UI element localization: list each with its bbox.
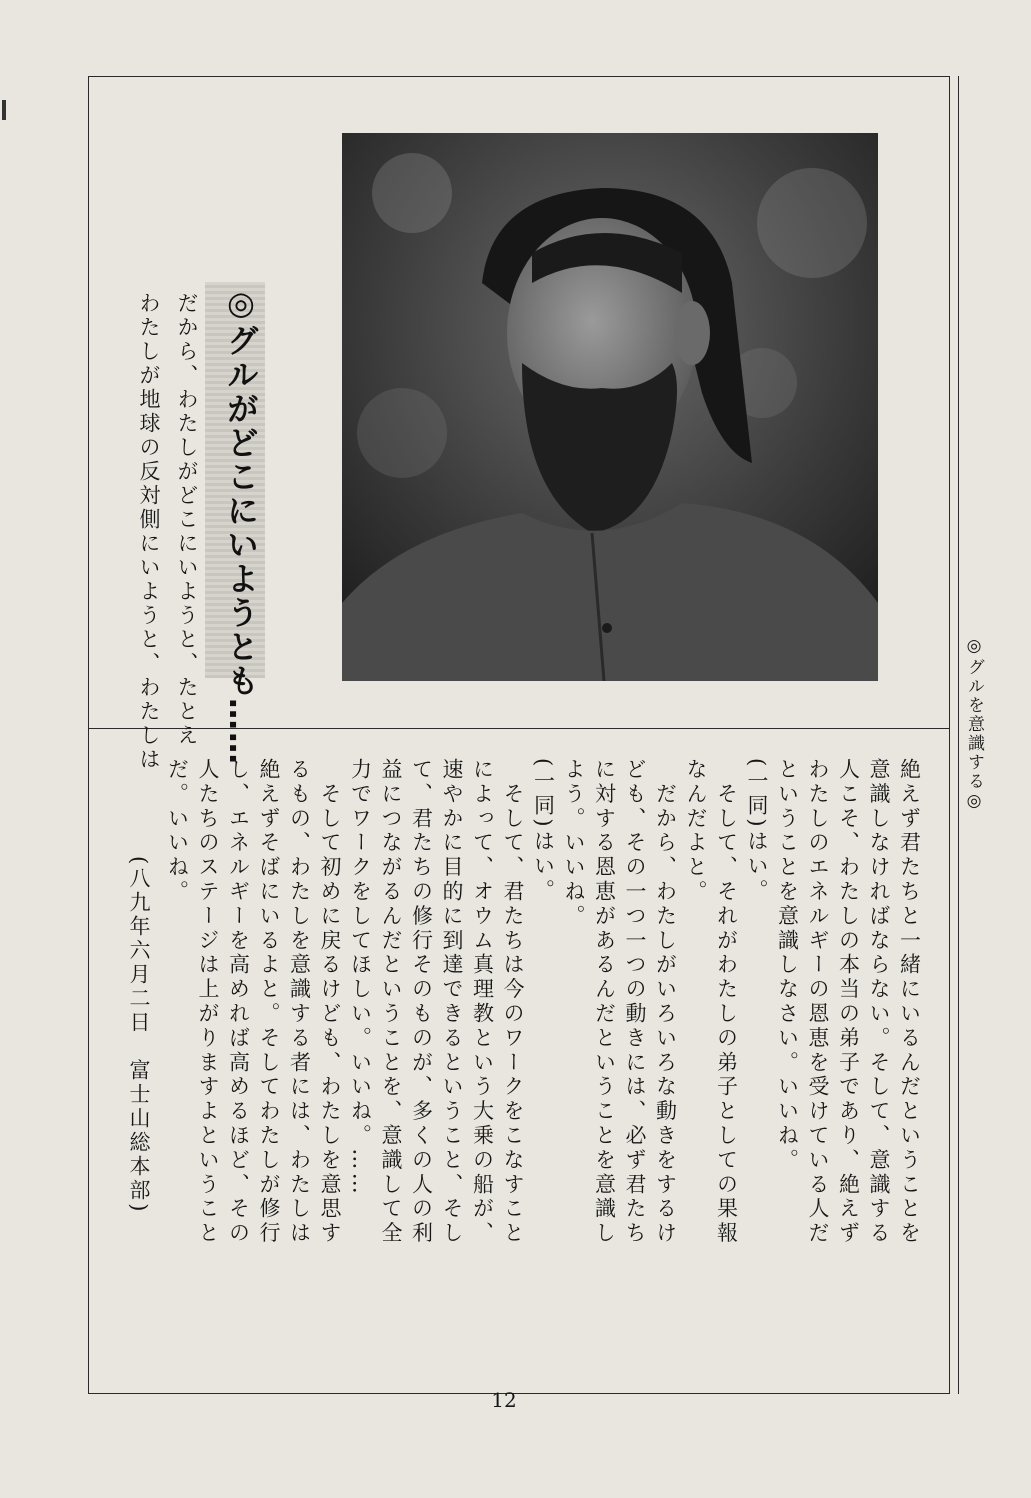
body-line: なんだよと。 [684,758,708,905]
body-line: そして初めに戻るけども、わたしを意思す [318,758,342,1246]
body-line: 人たちのステージは上がりますよということ [196,758,220,1246]
body-line: ども、その一つ一つの動きには、必ず君たち [623,758,647,1246]
body-line: し、エネルギーを高めれば高めるほど、その [226,758,251,1246]
date-location-line: (八九年六月二日 富士山総本部) [127,856,151,1215]
body-line: に対する恩恵があるんだということを意識し [592,758,617,1246]
body-text [162,758,925,1246]
body-line: だから、わたしがいろいろな動きをするけ [653,758,678,1246]
body-line: (一同)はい。 [531,758,556,904]
section-heading: ◎グルがどこにいようとも…… [222,284,260,766]
intro-line: だから、わたしがどこにいようと、たとえ [175,292,199,748]
scan-mark [2,100,6,120]
body-line: 力でワークをしてほしい。いいね。…… [348,758,373,1198]
body-line: 意識しなければならない。そして、意識する [867,758,891,1246]
body-line: だ。いいね。 [165,758,190,905]
frame-divider [88,728,950,729]
body-line: そして、それがわたしの弟子としての果報 [714,758,739,1246]
body-line: (一同)はい。 [745,758,769,904]
body-line: わたしのエネルギーの恩恵を受けている人だ [806,758,830,1246]
portrait-photo [342,133,878,681]
body-line: によって、オウム真理教という大乗の船が、 [470,758,495,1246]
body-line: るもの、わたしを意識する者には、わたしは [287,758,312,1246]
page-number: 12 [491,1388,517,1412]
body-line: て、君たちの修行そのものが、多くの人の利 [409,758,434,1246]
intro-text [130,292,206,772]
body-line: 速やかに目的に到達できるということ、そし [440,758,464,1246]
body-line: そして、君たちは今のワークをこなすこと [501,758,525,1246]
body-line: よう。いいね。 [562,758,586,929]
body-line: 人こそ、わたしの本当の弟子であり、絶えず [836,758,861,1246]
body-line: 益につながるんだということを、意識して全 [379,758,403,1246]
body-line: ということを意識しなさい。いいね。 [775,758,800,1173]
body-line: 絶えず君たちと一緒にいるんだということを [897,758,922,1246]
body-line: 絶えずそばにいるよと。そしてわたしが修行 [257,758,281,1246]
intro-line: わたしが地球の反対側にいようと、わたしは [137,292,161,772]
section-label: ◎グルを意識する◎ [964,636,984,813]
